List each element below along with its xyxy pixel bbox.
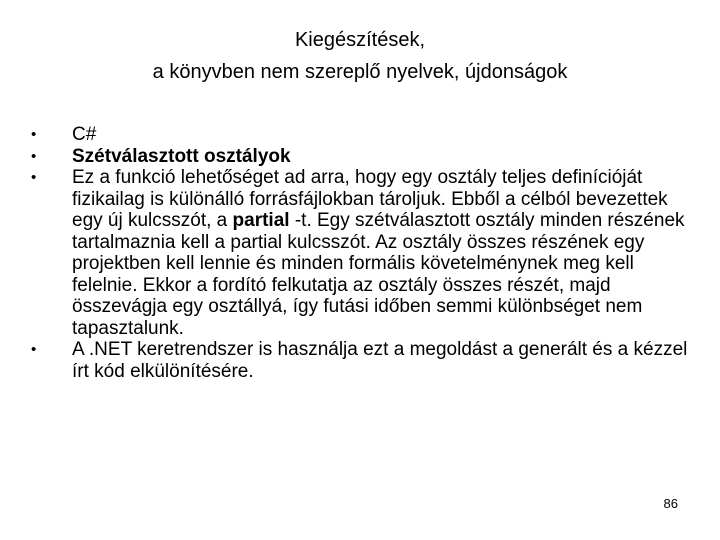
bullet-item-text-before: Ez a funkció lehetőséget ad arra, hogy egy osztály teljes definícióját fizikailag is különálló forrásfájlokban tároljuk. Ebből a célból bevezettek egy új kulcsszót, a (72, 167, 668, 231)
bullet-marker: • (31, 341, 37, 358)
bullet-marker: • (31, 126, 37, 143)
bullet-item-description (28, 167, 688, 339)
bullet-item-text: Szétválasztott osztályok (72, 145, 291, 167)
bullet-item-csharp (28, 124, 688, 146)
slide-title-line-2: a könyvben nem szereplő nyelvek, újdonságok (152, 61, 568, 83)
bullet-item-text: C# (72, 124, 97, 145)
bullet-marker: • (31, 169, 37, 186)
partial-keyword: partial (232, 210, 290, 231)
bullet-item-text-after: -t. Egy szétválasztott osztály minden részének tartalmaznia kell a partial kulcsszót. Az osztály összes részének egy projektben kell lennie és minden formális követelménynek meg kell felelnie. Ekkor a fordító felkutatja az osztály összes részét, majd összevágja egy osztállyá, így futási időben semmi különbséget nem tapasztalunk. (72, 210, 685, 339)
bullet-item-dotnet (28, 339, 688, 382)
page-number: 86 (663, 496, 678, 511)
bullet-marker: • (31, 147, 37, 165)
slide-title-line-1: Kiegészítések, (294, 29, 426, 51)
bullet-list (28, 124, 688, 382)
slide-title (0, 24, 720, 88)
bullet-item-partial-classes (28, 146, 688, 168)
bullet-item-text: A .NET keretrendszer is használja ezt a megoldást a generált és a kézzel írt kód elkülönítésére. (72, 339, 688, 382)
